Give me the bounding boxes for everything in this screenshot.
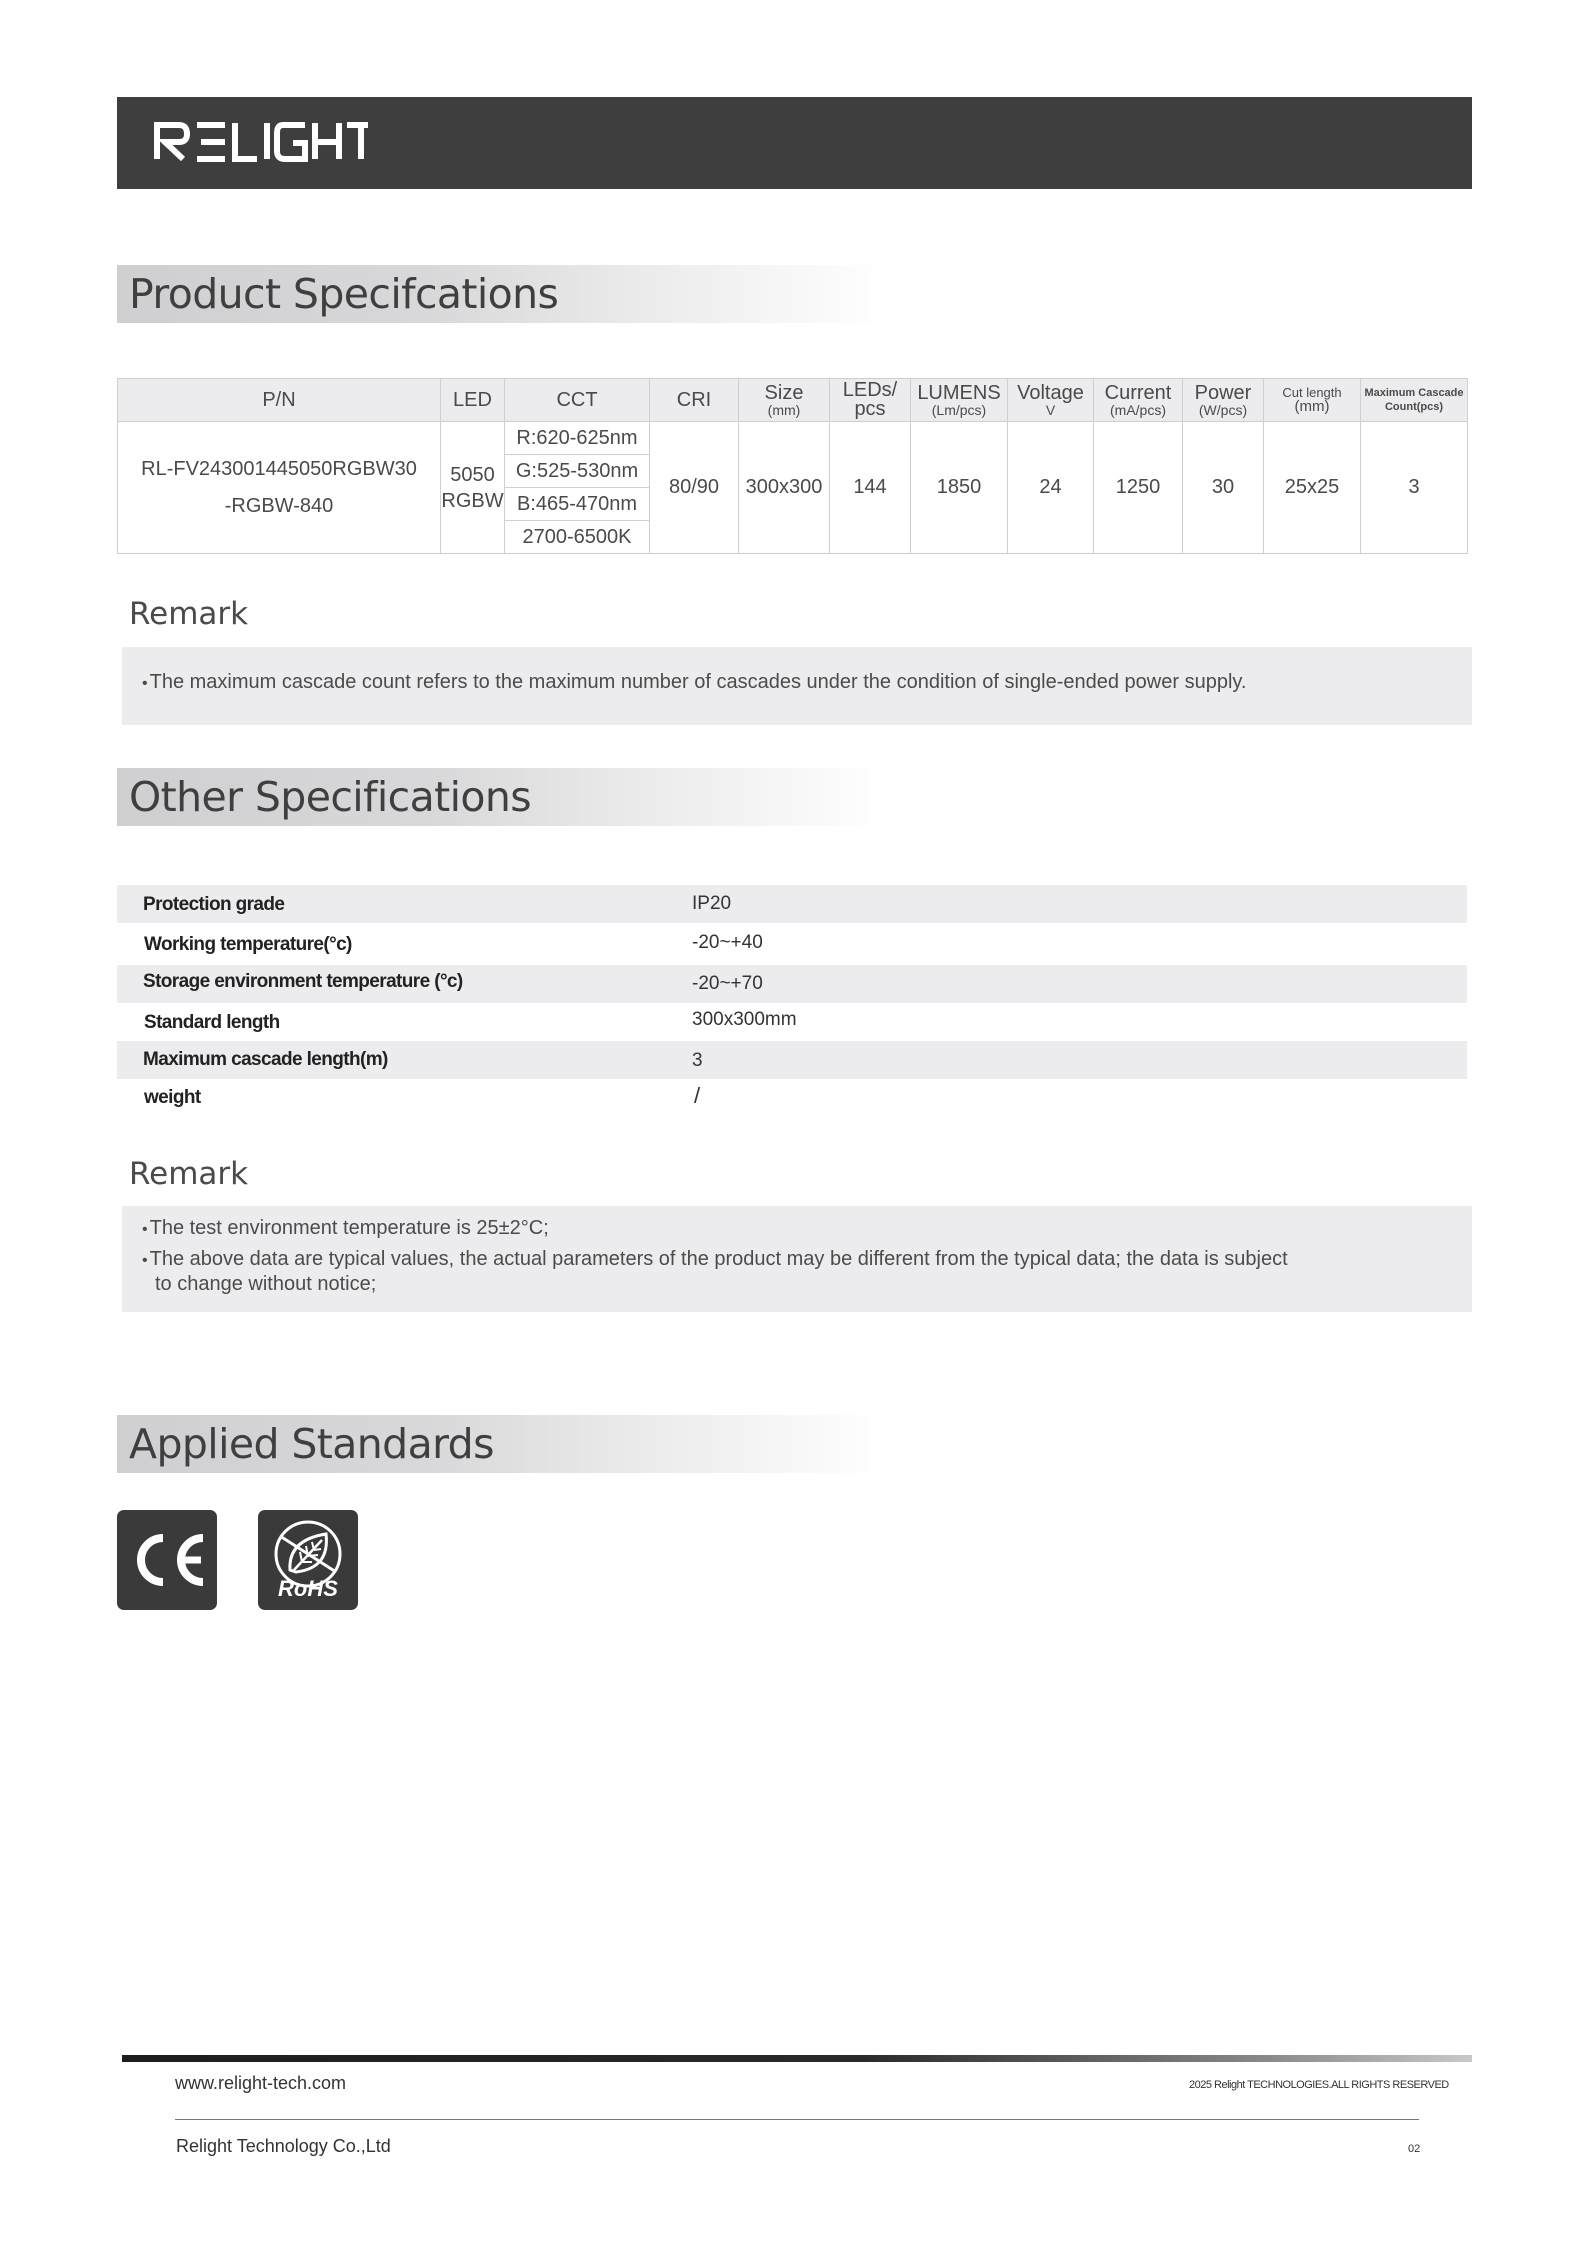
- header-leds: [830, 379, 911, 422]
- header-lumens: [911, 379, 1008, 422]
- spec-label-standard-length: Standard length: [144, 1012, 280, 1033]
- cell-max-cascade: 3: [1361, 422, 1468, 554]
- header-cri: CRI: [650, 379, 739, 422]
- ce-mark-icon: [117, 1510, 217, 1610]
- spec-label-working-temp: Working temperature(°c): [144, 934, 352, 955]
- header-cut-label: Cut length: [1282, 385, 1342, 400]
- rohs-icon: [258, 1510, 358, 1610]
- header-led: LED: [441, 379, 505, 422]
- header-size-label: Size: [764, 381, 804, 404]
- row-stripe: [117, 885, 1467, 923]
- cell-power: 30: [1183, 422, 1264, 554]
- remark-text: The test environment temperature is 25±2°C;: [149, 1217, 549, 1239]
- header-max-cascade: [1361, 379, 1468, 422]
- remark-text: The above data are typical values, the actual parameters of the product may be different from the typical data; the data is subject: [149, 1248, 1288, 1270]
- section-title-standards: Applied Standards: [129, 1420, 494, 1468]
- section-heading-other: [117, 768, 887, 826]
- header-voltage-unit: V: [1045, 401, 1056, 418]
- cell-cct-r: R:620-625nm: [505, 422, 650, 455]
- spec-value-weight: /: [694, 1083, 701, 1108]
- table-header-row: [118, 379, 1468, 422]
- header-lumens-label: LUMENS: [917, 381, 1001, 404]
- cell-cct-b: B:465-470nm: [505, 488, 650, 521]
- led-line2: RGBW: [441, 489, 504, 512]
- remark-line: [142, 1248, 1288, 1271]
- header-leds-unit: pcs: [854, 398, 886, 420]
- header-size: [739, 379, 830, 422]
- header-pn: P/N: [118, 379, 441, 422]
- header-leds-label: LEDs/: [842, 379, 898, 401]
- header-power-label: Power: [1194, 381, 1252, 404]
- remark-text: The maximum cascade count refers to the maximum number of cascades under the condition of single-ended power supply.: [149, 671, 1247, 693]
- section-title-other: Other Specifications: [129, 773, 532, 821]
- spec-label-max-cascade-length: Maximum cascade length(m): [143, 1049, 388, 1070]
- cell-current: 1250: [1094, 422, 1183, 554]
- cell-cut-length: 25x25: [1264, 422, 1361, 554]
- product-spec-table: [117, 378, 1468, 554]
- bullet-icon: •: [142, 1252, 148, 1269]
- header-cut-length: [1264, 379, 1361, 422]
- remark-title: Remark: [129, 596, 249, 632]
- remark-line: [142, 671, 1246, 694]
- relight-logo: [153, 119, 368, 170]
- cell-cct-w: 2700-6500K: [505, 521, 650, 554]
- spec-value-working-temp: -20~+40: [692, 932, 763, 953]
- header-cct: CCT: [505, 379, 650, 422]
- footer-rights: 2025 Relight TECHNOLOGIES.ALL RIGHTS RESERVED: [1189, 2079, 1449, 2091]
- spec-label-storage-temp: Storage environment temperature (°c): [143, 971, 463, 992]
- footer-company: Relight Technology Co.,Ltd: [176, 2136, 391, 2156]
- footer-website-link[interactable]: www.relight-tech.com: [175, 2073, 347, 2093]
- remark-line-continued: to change without notice;: [155, 1273, 377, 1295]
- header-size-unit: (mm): [767, 401, 801, 418]
- section-heading-standards: [117, 1415, 887, 1473]
- cell-cct-g: G:525-530nm: [505, 455, 650, 488]
- spec-value-standard-length: 300x300mm: [692, 1009, 797, 1030]
- cell-leds: 144: [830, 422, 911, 554]
- header-cut-unit: (mm): [1294, 398, 1330, 415]
- header-cascade-label: Maximum Cascade: [1364, 387, 1464, 399]
- bullet-icon: •: [142, 1221, 148, 1238]
- spec-label-protection: Protection grade: [143, 894, 285, 915]
- remark-box: [122, 1206, 1472, 1312]
- remark-line: [142, 1217, 549, 1240]
- spec-value-protection: IP20: [692, 893, 732, 914]
- header-voltage: [1008, 379, 1094, 422]
- cell-cri: 80/90: [650, 422, 739, 554]
- header-power: [1183, 379, 1264, 422]
- header-current: [1094, 379, 1183, 422]
- section-title-product: Product Specifcations: [129, 270, 559, 318]
- footer-divider: [122, 2055, 1472, 2062]
- footer-page-number: 02: [1408, 2143, 1421, 2155]
- spec-value-storage-temp: -20~+70: [692, 973, 763, 994]
- relight-logo-mark: [153, 119, 368, 165]
- cell-lumens: 1850: [911, 422, 1008, 554]
- remark-box: [122, 647, 1472, 725]
- spec-label-weight: weight: [144, 1087, 201, 1108]
- cell-size: 300x300: [739, 422, 830, 554]
- section-heading-product: [117, 265, 887, 323]
- ce-mark-graphic: [117, 1510, 217, 1610]
- cell-voltage: 24: [1008, 422, 1094, 554]
- spec-value-max-cascade-length: 3: [692, 1050, 703, 1071]
- bullet-icon: •: [142, 675, 148, 692]
- led-line1: 5050: [450, 463, 495, 486]
- cell-led: [441, 422, 505, 554]
- table-row: [118, 422, 1468, 455]
- header-lumens-unit: (Lm/pcs): [931, 401, 987, 418]
- header-cascade-unit: Count(pcs): [1384, 401, 1444, 413]
- rohs-label: RoHS: [278, 1576, 338, 1601]
- cell-pn: [118, 422, 441, 554]
- pn-line2: -RGBW-840: [224, 494, 334, 517]
- footer-rule: [175, 2119, 1419, 2120]
- header-voltage-label: Voltage: [1017, 381, 1084, 404]
- header-current-unit: (mA/pcs): [1110, 401, 1166, 418]
- header-bar: [117, 97, 1472, 189]
- header-power-unit: (W/pcs): [1198, 401, 1248, 418]
- header-current-label: Current: [1104, 381, 1172, 404]
- pn-line1: RL-FV243001445050RGBW30: [141, 457, 417, 480]
- remark-title: Remark: [129, 1156, 249, 1192]
